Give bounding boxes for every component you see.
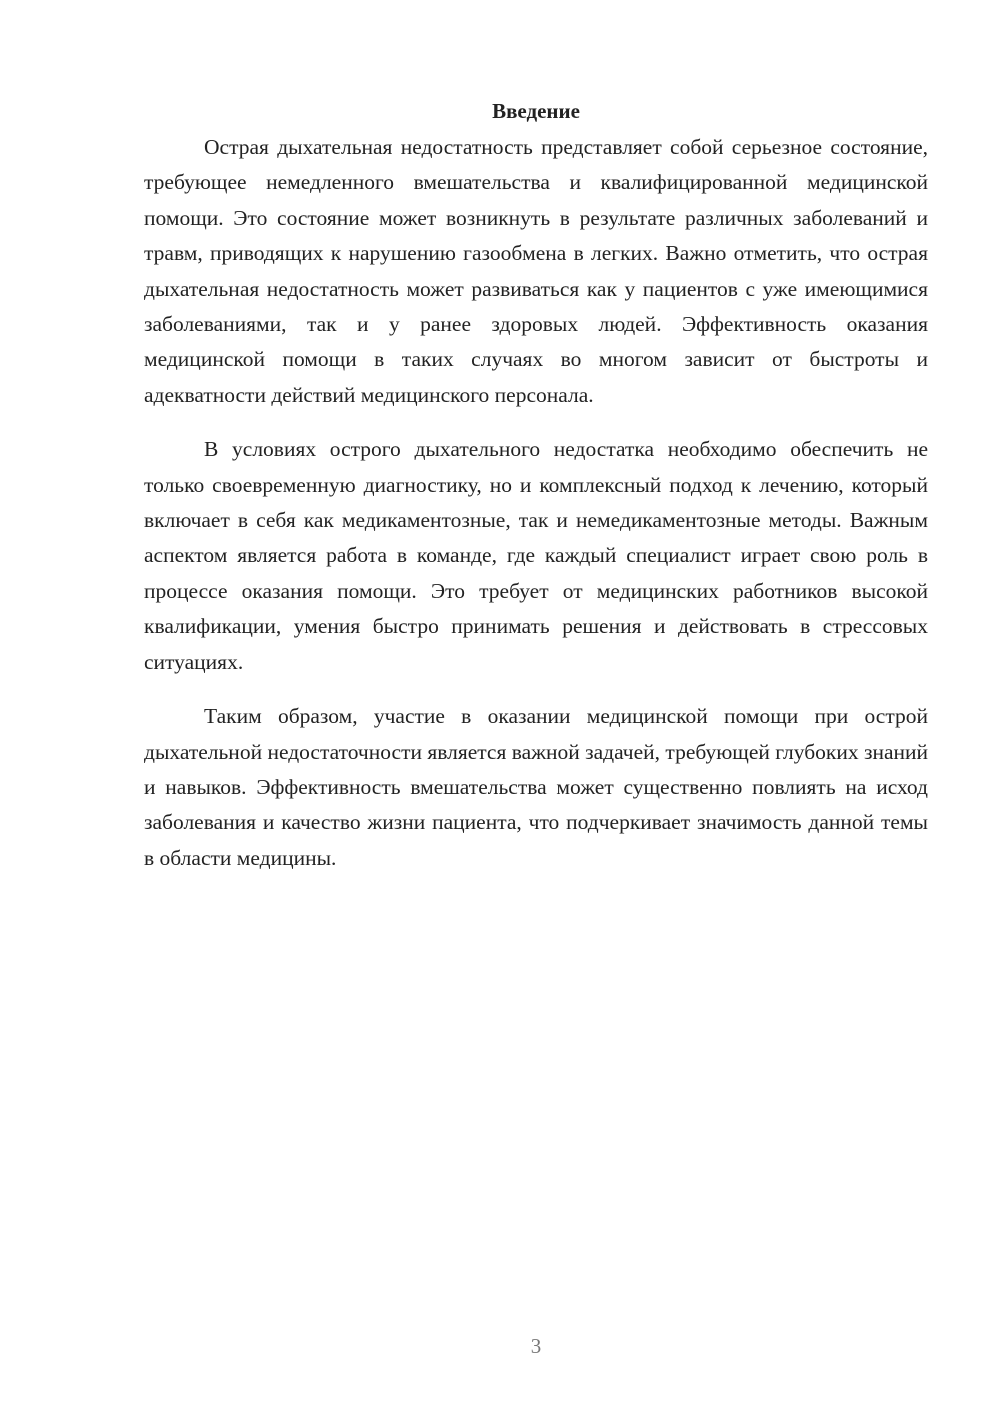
paragraph-1: Острая дыхательная недостатность представляет собой серьезное состояние, требующее немедленного вмешательства и квалифицированной медицинской помощи. Это состояние может возникнуть в результате различных заболеваний и травм, приводящих к нарушению газообмена в легких. Важно отметить, что острая дыхательная недостатность может развиваться как у пациентов с уже имеющимися заболеваниями, так и у ранее здоровых людей. Эффективность оказания медицинской помощи в таких случаях во многом зависит от быстроты и адекватности действий медицинского персонала.	[144, 135, 928, 407]
page-content	[144, 96, 928, 895]
page-number: 3	[530, 1334, 542, 1358]
paragraph-2: В условиях острого дыхательного недостатка необходимо обеспечить не только своевременную диагностику, но и комплексный подход к лечению, который включает в себя как медикаментозные, так и немедикаментозные методы. Важным аспектом является работа в команде, где каждый специалист играет свою роль в процессе оказания помощи. Это требует от медицинских работников высокой квалификации, умения быстро принимать решения и действовать в стрессовых ситуациях.	[144, 437, 928, 674]
section-heading: Введение	[492, 99, 580, 123]
paragraph-3: Таким образом, участие в оказании медицинской помощи при острой дыхательной недостаточности является важной задачей, требующей глубоких знаний и навыков. Эффективность вмешательства может существенно повлиять на исход заболевания и качество жизни пациента, что подчеркивает значимость данной темы в области медицины.	[144, 704, 929, 870]
